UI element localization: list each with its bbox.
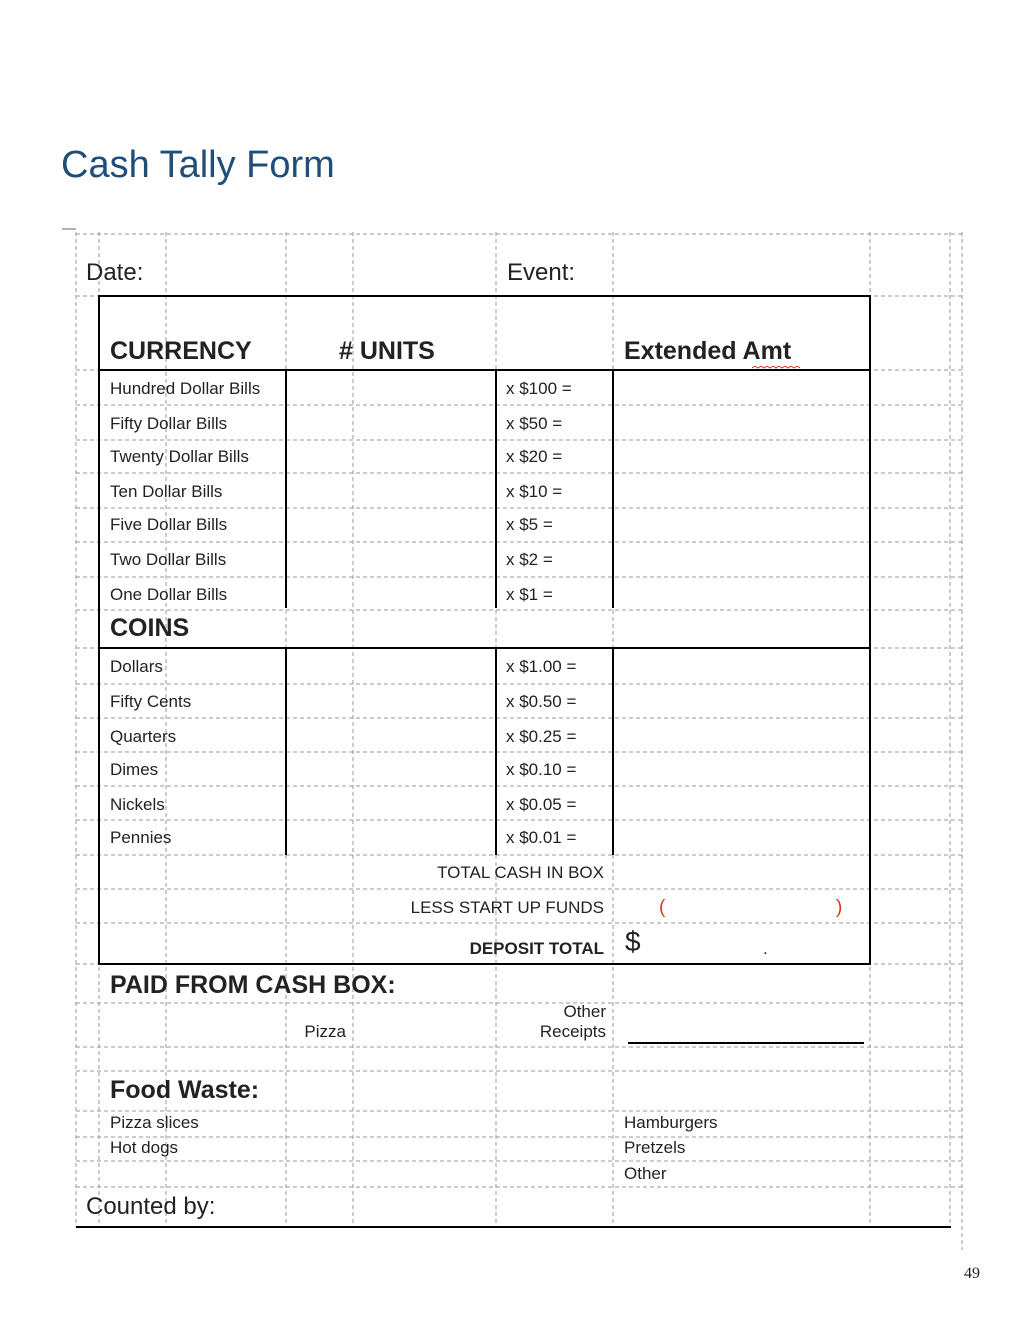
extended-amt-input[interactable] xyxy=(615,650,868,682)
paid-from-cash-box-header: PAID FROM CASH BOX: xyxy=(110,971,396,999)
extended-amt-input[interactable] xyxy=(615,442,868,471)
row-label: Dimes xyxy=(110,760,159,779)
total-cash-input[interactable] xyxy=(615,857,868,887)
row-label: Two Dollar Bills xyxy=(110,550,227,569)
food-waste-input[interactable] xyxy=(720,1138,868,1160)
close-paren: ) xyxy=(836,897,843,918)
event-field[interactable] xyxy=(614,236,869,294)
multiplier: x $1 = xyxy=(506,585,553,604)
date-field[interactable] xyxy=(167,236,285,294)
food-waste-header: Food Waste: xyxy=(110,1076,260,1104)
units-input[interactable] xyxy=(288,720,494,750)
units-input[interactable] xyxy=(288,579,494,608)
row-label: Fifty Cents xyxy=(110,692,192,711)
extended-amt-input[interactable] xyxy=(615,475,868,506)
other-receipts-label-line2: Receipts xyxy=(539,1022,606,1041)
deposit-total-input[interactable] xyxy=(645,925,865,961)
counted-by-field[interactable] xyxy=(355,1189,868,1225)
food-waste-input[interactable] xyxy=(720,1162,868,1186)
units-input[interactable] xyxy=(288,510,494,540)
extended-amt-input[interactable] xyxy=(615,579,868,608)
units-input[interactable] xyxy=(288,407,494,438)
row-label: Fifty Dollar Bills xyxy=(110,414,228,433)
multiplier: x $0.05 = xyxy=(506,795,577,814)
currency-header: CURRENCY xyxy=(110,337,252,365)
startup-funds-input[interactable] xyxy=(668,891,833,921)
food-waste-input[interactable] xyxy=(720,1112,868,1136)
multiplier: x $0.25 = xyxy=(506,727,577,746)
multiplier: x $5 = xyxy=(506,515,553,534)
extended-amt-input[interactable] xyxy=(615,407,868,438)
extended-amt-input[interactable] xyxy=(615,544,868,575)
food-waste-input[interactable] xyxy=(355,1112,494,1136)
row-label: Hundred Dollar Bills xyxy=(110,379,261,398)
open-paren: ( xyxy=(659,897,666,918)
row-label: Nickels xyxy=(110,795,165,814)
multiplier: x $0.01 = xyxy=(506,828,577,847)
row-label: Twenty Dollar Bills xyxy=(110,447,249,466)
units-header: # UNITS xyxy=(339,337,435,365)
row-label: One Dollar Bills xyxy=(110,585,228,604)
extended-amt-input[interactable] xyxy=(615,720,868,750)
units-input[interactable] xyxy=(288,754,494,784)
dollar-sign: $ xyxy=(625,926,641,957)
less-startup-label: LESS START UP FUNDS xyxy=(410,898,604,917)
extended-amt-header: Extended Amt xyxy=(624,337,792,365)
counted-by-label: Counted by: xyxy=(86,1193,216,1220)
row-label: Five Dollar Bills xyxy=(110,515,228,534)
extended-amt-input[interactable] xyxy=(615,372,868,403)
multiplier: x $1.00 = xyxy=(506,657,577,676)
event-label: Event: xyxy=(507,259,576,286)
food-waste-item: Hamburgers xyxy=(624,1113,718,1132)
pizza-label: Pizza xyxy=(304,1022,346,1041)
units-input[interactable] xyxy=(288,650,494,682)
units-input[interactable] xyxy=(288,475,494,506)
food-waste-item: Pizza slices xyxy=(110,1113,199,1132)
extended-amt-input[interactable] xyxy=(615,754,868,784)
spellcheck-underline xyxy=(752,366,802,370)
row-label: Dollars xyxy=(110,657,163,676)
food-waste-item: Pretzels xyxy=(624,1138,686,1157)
decimal-point: . xyxy=(763,939,768,958)
page-number: 49 xyxy=(964,1265,980,1282)
units-input[interactable] xyxy=(288,822,494,853)
pizza-amount-input[interactable] xyxy=(355,1005,494,1045)
multiplier: x $2 = xyxy=(506,550,553,569)
other-receipts-field[interactable] xyxy=(628,1042,864,1044)
units-input[interactable] xyxy=(288,788,494,818)
multiplier: x $0.50 = xyxy=(506,692,577,711)
total-cash-label: TOTAL CASH IN BOX xyxy=(437,863,604,882)
extended-amt-input[interactable] xyxy=(615,788,868,818)
row-label: Pennies xyxy=(110,828,172,847)
deposit-total-label: DEPOSIT TOTAL xyxy=(469,939,604,958)
row-label: Quarters xyxy=(110,727,177,746)
food-waste-item: Hot dogs xyxy=(110,1138,179,1157)
multiplier: x $50 = xyxy=(506,414,563,433)
row-label: Ten Dollar Bills xyxy=(110,482,223,501)
food-waste-item: Other xyxy=(624,1164,667,1183)
multiplier: x $20 = xyxy=(506,447,563,466)
multiplier: x $100 = xyxy=(506,379,572,398)
other-receipts-label-line1: Other xyxy=(563,1002,606,1021)
food-waste-input[interactable] xyxy=(355,1138,494,1160)
extended-amt-input[interactable] xyxy=(615,510,868,540)
multiplier: x $10 = xyxy=(506,482,563,501)
extended-amt-input[interactable] xyxy=(615,822,868,853)
page-title: Cash Tally Form xyxy=(61,144,335,186)
extended-amt-input[interactable] xyxy=(615,686,868,716)
date-label: Date: xyxy=(86,259,144,286)
multiplier: x $0.10 = xyxy=(506,760,577,779)
units-input[interactable] xyxy=(288,372,494,403)
coins-header: COINS xyxy=(110,614,190,642)
units-input[interactable] xyxy=(288,544,494,575)
units-input[interactable] xyxy=(288,686,494,716)
units-input[interactable] xyxy=(288,442,494,471)
